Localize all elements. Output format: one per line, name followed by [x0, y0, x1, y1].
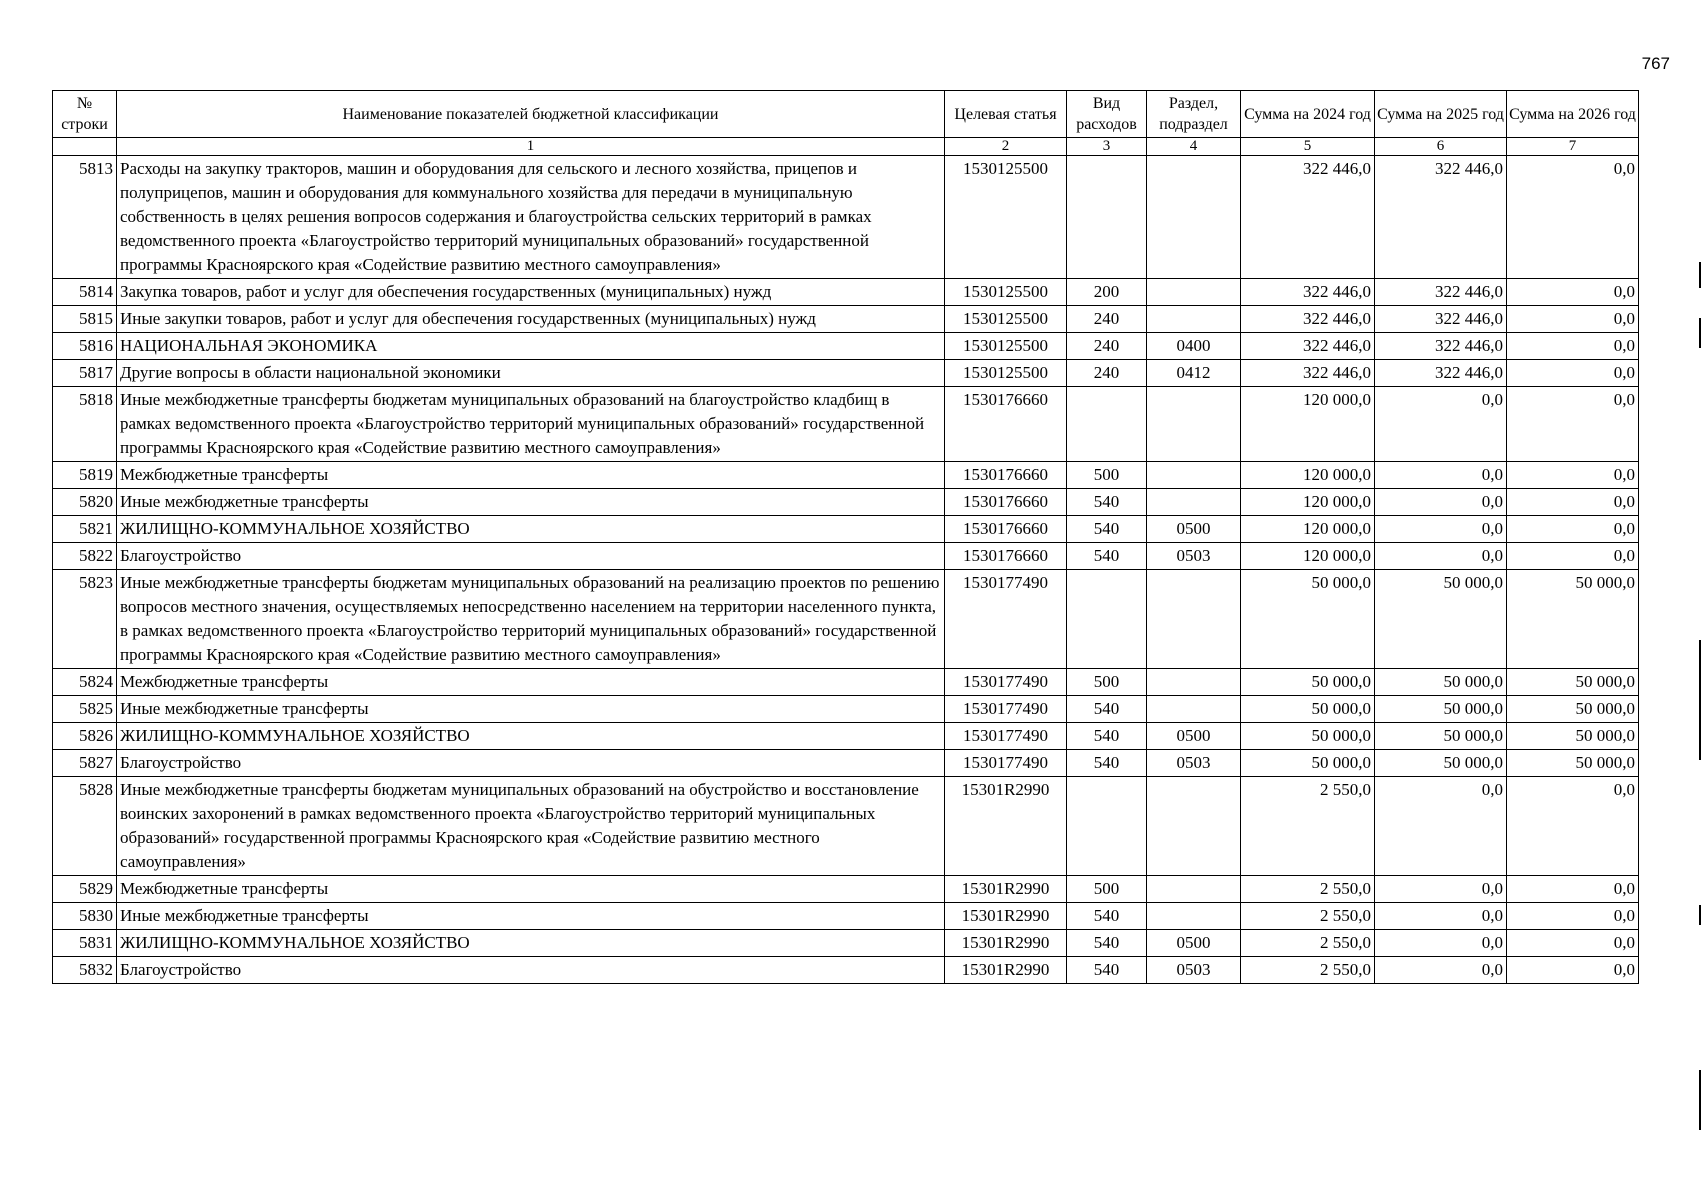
table-row [53, 750, 1639, 777]
target-article: 1530176660 [945, 387, 1067, 462]
sum-2024: 120 000,0 [1241, 516, 1375, 543]
target-article: 15301R2990 [945, 777, 1067, 876]
table-row [53, 903, 1639, 930]
expense-type [1067, 777, 1147, 876]
expense-type: 540 [1067, 696, 1147, 723]
target-article: 1530177490 [945, 669, 1067, 696]
column-number: 3 [1067, 138, 1147, 156]
row-number: 5824 [53, 669, 117, 696]
sum-2024: 120 000,0 [1241, 387, 1375, 462]
expense-type: 240 [1067, 333, 1147, 360]
target-article: 1530176660 [945, 543, 1067, 570]
expense-type: 240 [1067, 306, 1147, 333]
scan-edge-mark [1699, 262, 1701, 288]
sum-2026: 50 000,0 [1507, 570, 1639, 669]
row-number: 5813 [53, 156, 117, 279]
indicator-name: Иные межбюджетные трансферты [117, 696, 945, 723]
table-row [53, 876, 1639, 903]
expense-type [1067, 387, 1147, 462]
sum-2025: 0,0 [1375, 876, 1507, 903]
sum-2026: 0,0 [1507, 387, 1639, 462]
expense-type: 240 [1067, 360, 1147, 387]
table-row [53, 543, 1639, 570]
sum-2025: 0,0 [1375, 462, 1507, 489]
column-number: 1 [117, 138, 945, 156]
header-sum-2025: Сумма на 2025 год [1375, 91, 1507, 138]
expense-type: 540 [1067, 957, 1147, 984]
table-body [53, 156, 1639, 984]
indicator-name: Иные межбюджетные трансферты [117, 489, 945, 516]
sum-2025: 0,0 [1375, 516, 1507, 543]
section-code: 0503 [1147, 750, 1241, 777]
sum-2026: 50 000,0 [1507, 723, 1639, 750]
sum-2026: 0,0 [1507, 279, 1639, 306]
expense-type [1067, 570, 1147, 669]
sum-2026: 0,0 [1507, 156, 1639, 279]
sum-2026: 50 000,0 [1507, 750, 1639, 777]
scan-edge-mark [1699, 318, 1701, 348]
expense-type: 500 [1067, 669, 1147, 696]
budget-table [52, 90, 1639, 984]
indicator-name: Благоустройство [117, 957, 945, 984]
table-row [53, 930, 1639, 957]
sum-2025: 50 000,0 [1375, 750, 1507, 777]
section-code [1147, 387, 1241, 462]
sum-2026: 0,0 [1507, 543, 1639, 570]
indicator-name: Благоустройство [117, 543, 945, 570]
sum-2024: 2 550,0 [1241, 930, 1375, 957]
sum-2025: 0,0 [1375, 489, 1507, 516]
target-article: 15301R2990 [945, 930, 1067, 957]
sum-2025: 0,0 [1375, 387, 1507, 462]
sum-2024: 2 550,0 [1241, 876, 1375, 903]
header-row-no: № строки [53, 91, 117, 138]
page-number: 767 [1641, 54, 1670, 73]
column-number: 5 [1241, 138, 1375, 156]
sum-2025: 0,0 [1375, 903, 1507, 930]
row-number: 5819 [53, 462, 117, 489]
table-row [53, 279, 1639, 306]
sum-2025: 0,0 [1375, 930, 1507, 957]
sum-2025: 322 446,0 [1375, 306, 1507, 333]
sum-2024: 322 446,0 [1241, 360, 1375, 387]
table-row [53, 516, 1639, 543]
sum-2026: 0,0 [1507, 876, 1639, 903]
scan-edge-mark [1699, 640, 1701, 760]
indicator-name: НАЦИОНАЛЬНАЯ ЭКОНОМИКА [117, 333, 945, 360]
expense-type: 540 [1067, 903, 1147, 930]
indicator-name: Расходы на закупку тракторов, машин и оборудования для сельского и лесного хозяйства, прицепов и полуприцепов, машин и оборудования для коммунального хозяйства для передачи в муниципальную собственность в целях решения вопросов содержания и благоустройства сельских территорий в рамках ведомственного проекта «Благоустройство территорий муниципальных образований» государственной программы Красноярского края «Содействие развитию местного самоуправления» [117, 156, 945, 279]
table-row [53, 570, 1639, 669]
row-number: 5821 [53, 516, 117, 543]
target-article: 1530176660 [945, 489, 1067, 516]
sum-2026: 0,0 [1507, 489, 1639, 516]
indicator-name: Иные межбюджетные трансферты бюджетам муниципальных образований на реализацию проектов по решению вопросов местного значения, осуществляемых непосредственно населением на территории населенного пункта, в рамках ведомственного проекта «Благоустройство территорий муниципальных образований» государственной программы Красноярского края «Содействие развитию местного самоуправления» [117, 570, 945, 669]
section-code [1147, 489, 1241, 516]
target-article: 1530176660 [945, 516, 1067, 543]
table-row [53, 723, 1639, 750]
table-row [53, 957, 1639, 984]
row-number: 5825 [53, 696, 117, 723]
table-row [53, 462, 1639, 489]
sum-2026: 0,0 [1507, 903, 1639, 930]
expense-type: 540 [1067, 489, 1147, 516]
sum-2025: 322 446,0 [1375, 333, 1507, 360]
expense-type: 500 [1067, 876, 1147, 903]
target-article: 15301R2990 [945, 903, 1067, 930]
header-sum-2024: Сумма на 2024 год [1241, 91, 1375, 138]
target-article: 1530125500 [945, 279, 1067, 306]
row-number: 5828 [53, 777, 117, 876]
sum-2026: 0,0 [1507, 360, 1639, 387]
indicator-name: Закупка товаров, работ и услуг для обеспечения государственных (муниципальных) нужд [117, 279, 945, 306]
section-code [1147, 903, 1241, 930]
row-number: 5832 [53, 957, 117, 984]
section-code [1147, 669, 1241, 696]
sum-2025: 50 000,0 [1375, 723, 1507, 750]
indicator-name: Иные закупки товаров, работ и услуг для обеспечения государственных (муниципальных) нужд [117, 306, 945, 333]
sum-2026: 0,0 [1507, 462, 1639, 489]
indicator-name: ЖИЛИЩНО-КОММУНАЛЬНОЕ ХОЗЯЙСТВО [117, 516, 945, 543]
target-article: 1530177490 [945, 570, 1067, 669]
expense-type: 200 [1067, 279, 1147, 306]
row-number: 5823 [53, 570, 117, 669]
target-article: 1530177490 [945, 696, 1067, 723]
sum-2024: 50 000,0 [1241, 723, 1375, 750]
table-row [53, 696, 1639, 723]
section-code [1147, 279, 1241, 306]
indicator-name: ЖИЛИЩНО-КОММУНАЛЬНОЕ ХОЗЯЙСТВО [117, 930, 945, 957]
target-article: 1530125500 [945, 306, 1067, 333]
section-code: 0500 [1147, 516, 1241, 543]
column-numbers-row [53, 138, 1639, 156]
section-code [1147, 876, 1241, 903]
sum-2026: 0,0 [1507, 957, 1639, 984]
indicator-name: Иные межбюджетные трансферты [117, 903, 945, 930]
section-code [1147, 156, 1241, 279]
sum-2025: 322 446,0 [1375, 360, 1507, 387]
sum-2025: 0,0 [1375, 957, 1507, 984]
expense-type [1067, 156, 1147, 279]
table-row [53, 156, 1639, 279]
row-number: 5816 [53, 333, 117, 360]
sum-2025: 50 000,0 [1375, 570, 1507, 669]
scan-edge-mark [1699, 905, 1701, 925]
expense-type: 540 [1067, 750, 1147, 777]
section-code [1147, 570, 1241, 669]
column-number: 2 [945, 138, 1067, 156]
target-article: 1530177490 [945, 723, 1067, 750]
target-article: 1530177490 [945, 750, 1067, 777]
sum-2024: 120 000,0 [1241, 489, 1375, 516]
section-code [1147, 777, 1241, 876]
row-number: 5830 [53, 903, 117, 930]
table-row [53, 306, 1639, 333]
sum-2026: 0,0 [1507, 333, 1639, 360]
header-sum-2026: Сумма на 2026 год [1507, 91, 1639, 138]
sum-2024: 322 446,0 [1241, 306, 1375, 333]
header-name: Наименование показателей бюджетной классификации [117, 91, 945, 138]
sum-2024: 50 000,0 [1241, 696, 1375, 723]
table-row [53, 669, 1639, 696]
sum-2024: 50 000,0 [1241, 669, 1375, 696]
row-number: 5820 [53, 489, 117, 516]
section-code: 0503 [1147, 543, 1241, 570]
row-number: 5817 [53, 360, 117, 387]
sum-2026: 50 000,0 [1507, 696, 1639, 723]
sum-2025: 50 000,0 [1375, 669, 1507, 696]
sum-2024: 2 550,0 [1241, 957, 1375, 984]
sum-2024: 322 446,0 [1241, 156, 1375, 279]
sum-2025: 0,0 [1375, 543, 1507, 570]
section-code: 0503 [1147, 957, 1241, 984]
section-code: 0500 [1147, 930, 1241, 957]
column-number: 7 [1507, 138, 1639, 156]
expense-type: 540 [1067, 516, 1147, 543]
target-article: 1530125500 [945, 333, 1067, 360]
expense-type: 540 [1067, 723, 1147, 750]
indicator-name: Другие вопросы в области национальной экономики [117, 360, 945, 387]
sum-2024: 120 000,0 [1241, 543, 1375, 570]
row-number: 5829 [53, 876, 117, 903]
column-number: 4 [1147, 138, 1241, 156]
row-number: 5815 [53, 306, 117, 333]
row-number: 5814 [53, 279, 117, 306]
section-code: 0400 [1147, 333, 1241, 360]
sum-2025: 322 446,0 [1375, 156, 1507, 279]
row-number: 5818 [53, 387, 117, 462]
indicator-name: Межбюджетные трансферты [117, 876, 945, 903]
table-row [53, 777, 1639, 876]
sum-2025: 322 446,0 [1375, 279, 1507, 306]
scan-edge-mark [1699, 1070, 1701, 1130]
sum-2024: 322 446,0 [1241, 333, 1375, 360]
table-row [53, 387, 1639, 462]
section-code: 0412 [1147, 360, 1241, 387]
section-code [1147, 306, 1241, 333]
expense-type: 540 [1067, 543, 1147, 570]
table-row [53, 333, 1639, 360]
target-article: 1530125500 [945, 360, 1067, 387]
header-exp-type: Вид расходов [1067, 91, 1147, 138]
sum-2024: 2 550,0 [1241, 903, 1375, 930]
sum-2024: 120 000,0 [1241, 462, 1375, 489]
sum-2024: 50 000,0 [1241, 750, 1375, 777]
indicator-name: ЖИЛИЩНО-КОММУНАЛЬНОЕ ХОЗЯЙСТВО [117, 723, 945, 750]
column-number [53, 138, 117, 156]
sum-2026: 0,0 [1507, 777, 1639, 876]
indicator-name: Благоустройство [117, 750, 945, 777]
section-code [1147, 696, 1241, 723]
table-header [53, 91, 1639, 156]
sum-2026: 50 000,0 [1507, 669, 1639, 696]
table-row [53, 489, 1639, 516]
target-article: 1530176660 [945, 462, 1067, 489]
row-number: 5822 [53, 543, 117, 570]
column-number: 6 [1375, 138, 1507, 156]
section-code [1147, 462, 1241, 489]
row-number: 5831 [53, 930, 117, 957]
indicator-name: Иные межбюджетные трансферты бюджетам муниципальных образований на благоустройство кладбищ в рамках ведомственного проекта «Благоустройство территорий муниципальных образований» государственной программы Красноярского края «Содействие развитию местного самоуправления» [117, 387, 945, 462]
target-article: 15301R2990 [945, 957, 1067, 984]
table-row [53, 360, 1639, 387]
indicator-name: Межбюджетные трансферты [117, 462, 945, 489]
row-number: 5826 [53, 723, 117, 750]
sum-2024: 2 550,0 [1241, 777, 1375, 876]
target-article: 15301R2990 [945, 876, 1067, 903]
sum-2026: 0,0 [1507, 930, 1639, 957]
sum-2026: 0,0 [1507, 516, 1639, 543]
expense-type: 540 [1067, 930, 1147, 957]
sum-2024: 322 446,0 [1241, 279, 1375, 306]
expense-type: 500 [1067, 462, 1147, 489]
header-section: Раздел, подраздел [1147, 91, 1241, 138]
sum-2025: 50 000,0 [1375, 696, 1507, 723]
section-code: 0500 [1147, 723, 1241, 750]
sum-2025: 0,0 [1375, 777, 1507, 876]
sum-2026: 0,0 [1507, 306, 1639, 333]
target-article: 1530125500 [945, 156, 1067, 279]
header-target: Целевая статья [945, 91, 1067, 138]
sum-2024: 50 000,0 [1241, 570, 1375, 669]
indicator-name: Межбюджетные трансферты [117, 669, 945, 696]
indicator-name: Иные межбюджетные трансферты бюджетам муниципальных образований на обустройство и восстановление воинских захоронений в рамках ведомственного проекта «Благоустройство территорий муниципальных образований» государственной программы Красноярского края «Содействие развитию местного самоуправления» [117, 777, 945, 876]
row-number: 5827 [53, 750, 117, 777]
